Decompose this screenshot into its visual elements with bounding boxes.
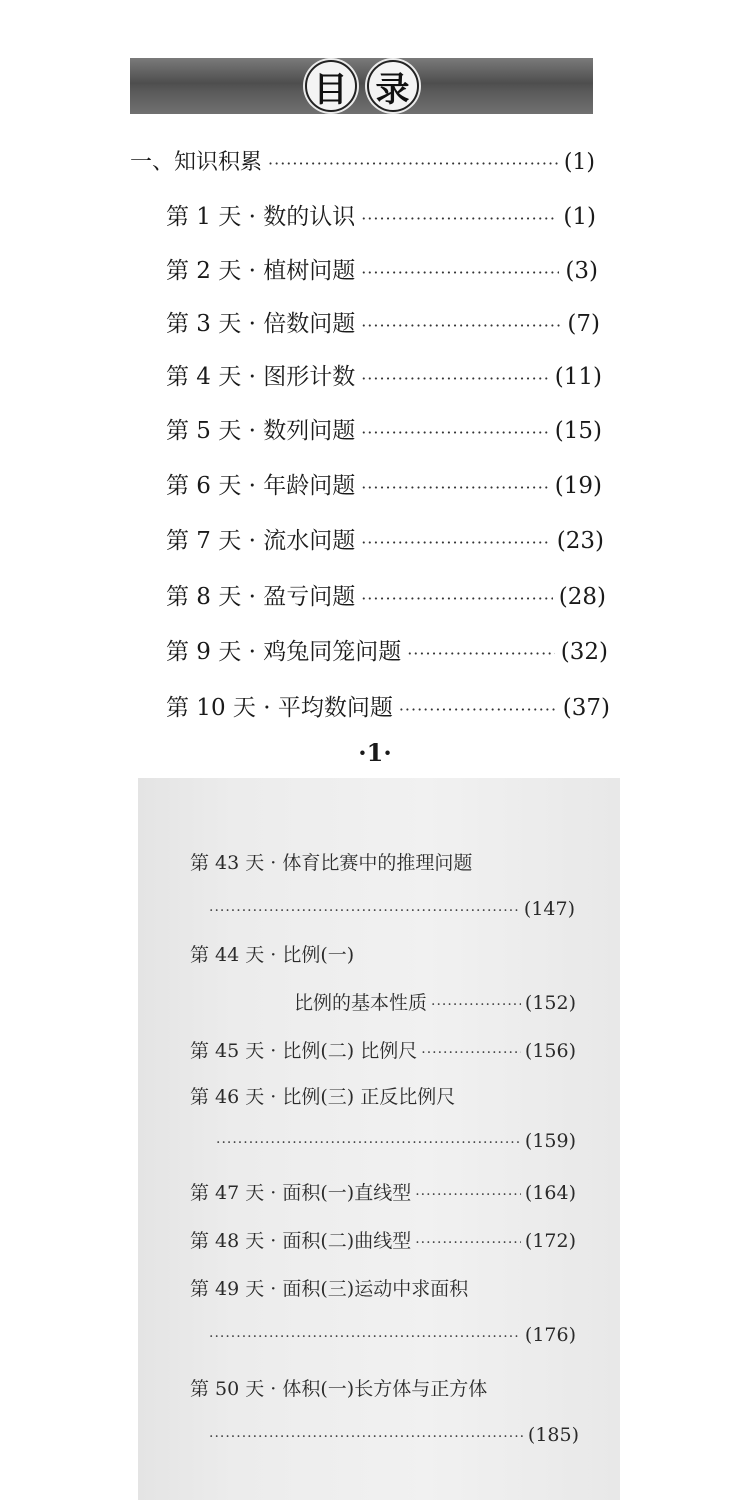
entry-page: (23)	[556, 528, 604, 554]
dot-leader	[361, 533, 551, 552]
dot-leader	[431, 997, 521, 1013]
dot-leader	[361, 316, 561, 335]
toc-entry-continuation[interactable]	[205, 898, 575, 920]
entry-title: 第 10 天 · 平均数问题	[166, 695, 393, 721]
dot-leader	[399, 700, 557, 719]
entry-title[interactable]: 第 43 天 · 体育比赛中的推理问题	[190, 852, 473, 874]
toc-entry[interactable]	[166, 689, 610, 722]
entry-title[interactable]: 第 50 天 · 体积(一)长方体与正方体	[190, 1378, 488, 1400]
entry-page: (164)	[524, 1182, 576, 1204]
toc-entry[interactable]	[166, 467, 602, 500]
entry-title: 第 6 天 · 年龄问题	[166, 473, 356, 499]
entry-page: (15)	[554, 418, 602, 444]
toc-entry-continuation[interactable]	[205, 1324, 576, 1346]
toc-entry[interactable]	[166, 522, 604, 555]
toc-entry[interactable]	[190, 1036, 576, 1063]
toc-entry-continuation[interactable]	[212, 1130, 576, 1152]
entry-page: (3)	[565, 258, 598, 284]
toc-banner	[130, 58, 593, 114]
entry-page: (19)	[554, 473, 602, 499]
dot-leader	[361, 478, 549, 497]
entry-title[interactable]: 第 44 天 · 比例(一)	[190, 944, 355, 966]
entry-title: 第 1 天 · 数的认识	[166, 204, 356, 230]
entry-title[interactable]: 第 46 天 · 比例(三) 正反比例尺	[190, 1086, 456, 1108]
entry-page: (147)	[523, 898, 575, 920]
dot-leader	[415, 1235, 521, 1251]
entry-page: (156)	[524, 1040, 576, 1062]
toc-entry[interactable]	[166, 305, 600, 338]
dot-leader	[268, 154, 558, 173]
toc-entry[interactable]	[190, 1226, 576, 1253]
dot-leader	[361, 209, 557, 228]
entry-page: (32)	[560, 639, 608, 665]
dot-leader	[407, 644, 555, 663]
dot-leader	[361, 263, 559, 282]
entry-page: (176)	[524, 1324, 576, 1346]
entry-page: (185)	[527, 1424, 579, 1446]
entry-title: 第 45 天 · 比例(二) 比例尺	[190, 1040, 418, 1062]
toc-entry-continuation[interactable]	[294, 988, 576, 1015]
toc-entry[interactable]	[166, 358, 602, 391]
entry-page: (11)	[554, 364, 602, 390]
dot-leader	[361, 589, 553, 608]
entry-title: 第 9 天 · 鸡兔同笼问题	[166, 639, 402, 665]
dot-leader	[209, 1429, 524, 1445]
entry-page: (152)	[524, 992, 576, 1014]
dot-leader	[421, 1045, 521, 1061]
toc-entry[interactable]	[166, 198, 596, 231]
dot-leader	[209, 903, 520, 919]
entry-page: (37)	[562, 695, 610, 721]
entry-title: 第 4 天 · 图形计数	[166, 364, 356, 390]
entry-title: 第 7 天 · 流水问题	[166, 528, 356, 554]
dot-leader	[415, 1187, 521, 1203]
dot-leader	[209, 1329, 521, 1345]
entry-title: 第 48 天 · 面积(二)曲线型	[190, 1230, 412, 1252]
toc-entry[interactable]	[190, 1178, 576, 1205]
banner-char-lu: 录	[367, 60, 419, 112]
dot-leader	[361, 423, 549, 442]
entry-title: 第 5 天 · 数列问题	[166, 418, 356, 444]
dot-leader	[361, 369, 549, 388]
toc-section-row[interactable]	[130, 145, 595, 176]
toc-entry[interactable]	[166, 252, 598, 285]
entry-title: 第 8 天 · 盈亏问题	[166, 584, 356, 610]
toc-entry[interactable]	[166, 578, 606, 611]
entry-page: (172)	[524, 1230, 576, 1252]
entry-page: (1)	[563, 204, 596, 230]
banner-char-mu: 目	[305, 60, 357, 112]
entry-title: 第 3 天 · 倍数问题	[166, 311, 356, 337]
section-title: 一、知识积累	[130, 150, 263, 175]
dot-leader	[216, 1135, 521, 1151]
section-page: (1)	[563, 150, 595, 175]
entry-title[interactable]: 第 49 天 · 面积(三)运动中求面积	[190, 1278, 469, 1300]
entry-page: (28)	[558, 584, 606, 610]
toc-entry[interactable]	[166, 412, 602, 445]
entry-title: 第 47 天 · 面积(一)直线型	[190, 1182, 412, 1204]
toc-entry-continuation[interactable]	[205, 1424, 579, 1446]
toc-entry[interactable]	[166, 633, 608, 666]
entry-page: (7)	[567, 311, 600, 337]
page-number: ·1·	[358, 738, 392, 767]
entry-page: (159)	[524, 1130, 576, 1152]
entry-title: 第 2 天 · 植树问题	[166, 258, 356, 284]
entry-subtitle: 比例的基本性质	[294, 992, 428, 1014]
